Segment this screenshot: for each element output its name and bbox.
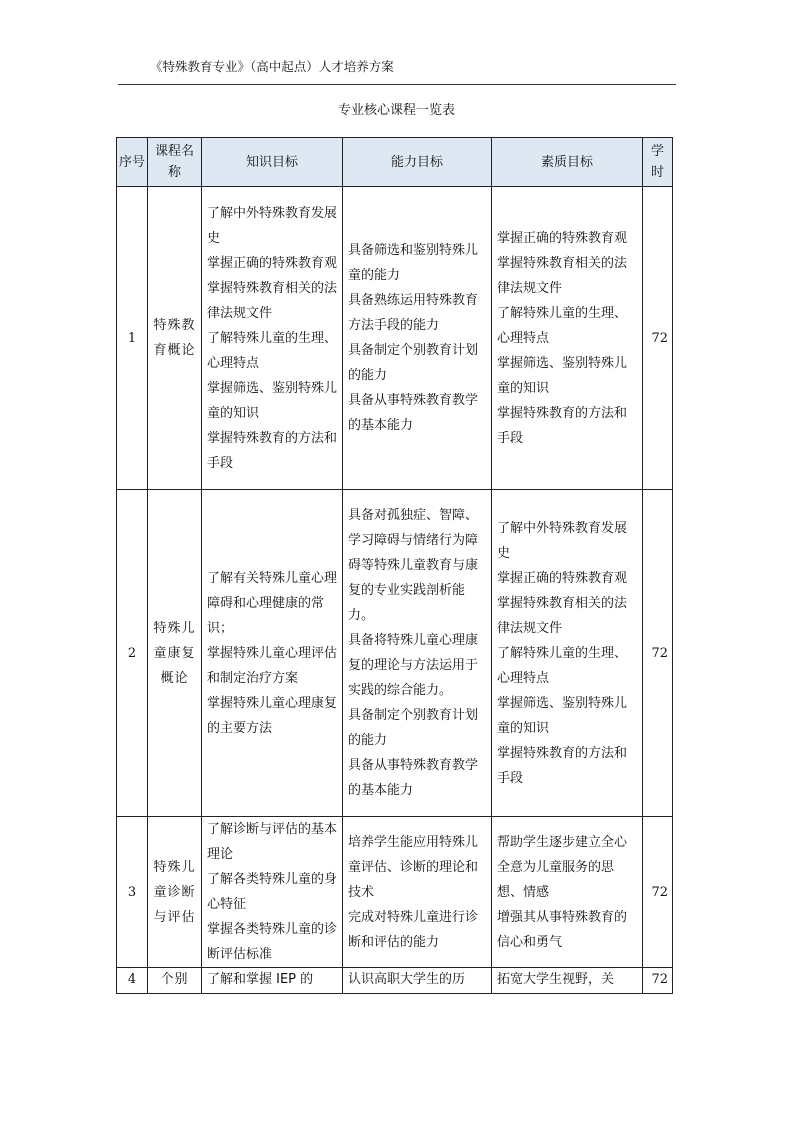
table-caption: 专业核心课程一览表 <box>337 103 455 118</box>
goal-line: 掌握特殊教育的方法和手段 <box>497 745 628 786</box>
course-hours: 72 <box>643 187 673 490</box>
course-name: 特殊教育概论 <box>148 187 202 490</box>
row-number: 1 <box>117 187 148 490</box>
goal-line: 具备筛选和鉴别特殊儿童的能力 <box>348 243 479 283</box>
table-header-row <box>117 138 673 187</box>
goal-line: 认识高职大学生的历 <box>348 972 466 987</box>
goal-line: 了解中外特殊教育发展史 <box>497 520 628 561</box>
row-number: 2 <box>117 490 148 817</box>
ability-goals <box>343 187 492 490</box>
goal-line: 掌握正确的特殊教育观 <box>497 230 628 246</box>
course-hours: 72 <box>643 490 673 817</box>
goal-line: 完成对特殊儿童进行诊断和评估的能力 <box>348 909 479 950</box>
goal-line: 具备从事特殊教育教学的基本能力 <box>348 758 479 798</box>
column-header-no: 序号 <box>117 138 148 187</box>
quality-goals <box>492 968 643 994</box>
document-header: 《特殊教育专业》（高中起点）人才培养方案 <box>150 59 394 74</box>
quality-goals <box>492 187 643 490</box>
goal-line: 掌握各类特殊儿童的诊断评估标准 <box>207 922 338 962</box>
ability-goals <box>343 817 492 968</box>
column-header-ability: 能力目标 <box>343 138 492 187</box>
goal-line: 了解中外特殊教育发展史 <box>207 205 338 246</box>
goal-line: 了解有关特殊儿童心理障碍和心理健康的常识； <box>207 570 338 636</box>
goal-line: 了解特殊儿童的生理、心理特点 <box>497 305 628 346</box>
course-hours: 72 <box>643 817 673 968</box>
course-name: 特殊儿童诊断与评估 <box>148 817 202 968</box>
quality-goals <box>492 817 643 968</box>
goal-line: 掌握特殊儿童心理评估和制定治疗方案 <box>207 645 338 686</box>
ability-goals <box>343 490 492 817</box>
knowledge-goals <box>202 817 343 968</box>
goal-line: 帮助学生逐步建立全心全意为儿童服务的思想、情感 <box>497 834 628 900</box>
column-header-course-name: 课程名称 <box>148 138 202 187</box>
goal-line: 了解特殊儿童的生理、心理特点 <box>207 330 338 371</box>
column-header-knowledge: 知识目标 <box>202 138 343 187</box>
goal-line: 具备对孤独症、智障、学习障碍与情绪行为障碍等特殊儿童教育与康复的专业实践剖析能力。 <box>348 508 479 623</box>
goal-line: 掌握筛选、鉴别特殊儿童的知识 <box>497 355 628 396</box>
goal-line: 掌握特殊教育相关的法律法规文件 <box>497 595 628 636</box>
row-number: 3 <box>117 817 148 968</box>
goal-line: 掌握正确的特殊教育观 <box>207 255 338 271</box>
goal-line: 掌握特殊教育相关的法律法规文件 <box>207 280 338 321</box>
table-row <box>117 187 673 490</box>
goal-line: 具备制定个别教育计划的能力 <box>348 708 479 748</box>
goal-line: 掌握正确的特殊教育观 <box>497 570 628 586</box>
goal-line: 增强其从事特殊教育的信心和勇气 <box>497 909 628 950</box>
goal-line: 掌握筛选、鉴别特殊儿童的知识 <box>207 380 338 421</box>
goal-line: 掌握特殊教育的方法和手段 <box>207 430 338 471</box>
column-header-hours: 学时 <box>643 138 673 187</box>
goal-line: 具备将特殊儿童心理康复的理论与方法运用于实践的综合能力。 <box>348 633 479 698</box>
knowledge-goals <box>202 490 343 817</box>
table-row <box>117 968 673 994</box>
goal-line: 了解诊断与评估的基本理论 <box>207 822 338 862</box>
core-course-table <box>116 137 673 994</box>
course-name: 特殊儿童康复概论 <box>148 490 202 817</box>
goal-line: 拓宽大学生视野，关 <box>497 972 615 987</box>
course-hours: 72 <box>643 968 673 994</box>
goal-line: 掌握特殊教育的方法和手段 <box>497 405 628 446</box>
goal-line: 了解和掌握 IEP 的 <box>207 972 314 987</box>
table-row <box>117 817 673 968</box>
goal-line: 了解各类特殊儿童的身心特征 <box>207 872 338 912</box>
table-row <box>117 490 673 817</box>
course-name: 个别 <box>148 968 202 994</box>
knowledge-goals <box>202 968 343 994</box>
goal-line: 掌握筛选、鉴别特殊儿童的知识 <box>497 695 628 736</box>
goal-line: 培养学生能应用特殊儿童评估、诊断的理论和技术 <box>348 834 479 900</box>
row-number: 4 <box>117 968 148 994</box>
ability-goals <box>343 968 492 994</box>
goal-line: 掌握特殊教育相关的法律法规文件 <box>497 255 628 296</box>
goal-line: 具备制定个别教育计划的能力 <box>348 343 479 383</box>
quality-goals <box>492 490 643 817</box>
goal-line: 具备从事特殊教育教学的基本能力 <box>348 393 479 433</box>
header-divider <box>118 84 676 85</box>
goal-line: 具备熟练运用特殊教育方法手段的能力 <box>348 293 479 333</box>
column-header-quality: 素质目标 <box>492 138 643 187</box>
knowledge-goals <box>202 187 343 490</box>
goal-line: 掌握特殊儿童心理康复的主要方法 <box>207 695 338 736</box>
goal-line: 了解特殊儿童的生理、心理特点 <box>497 645 628 686</box>
